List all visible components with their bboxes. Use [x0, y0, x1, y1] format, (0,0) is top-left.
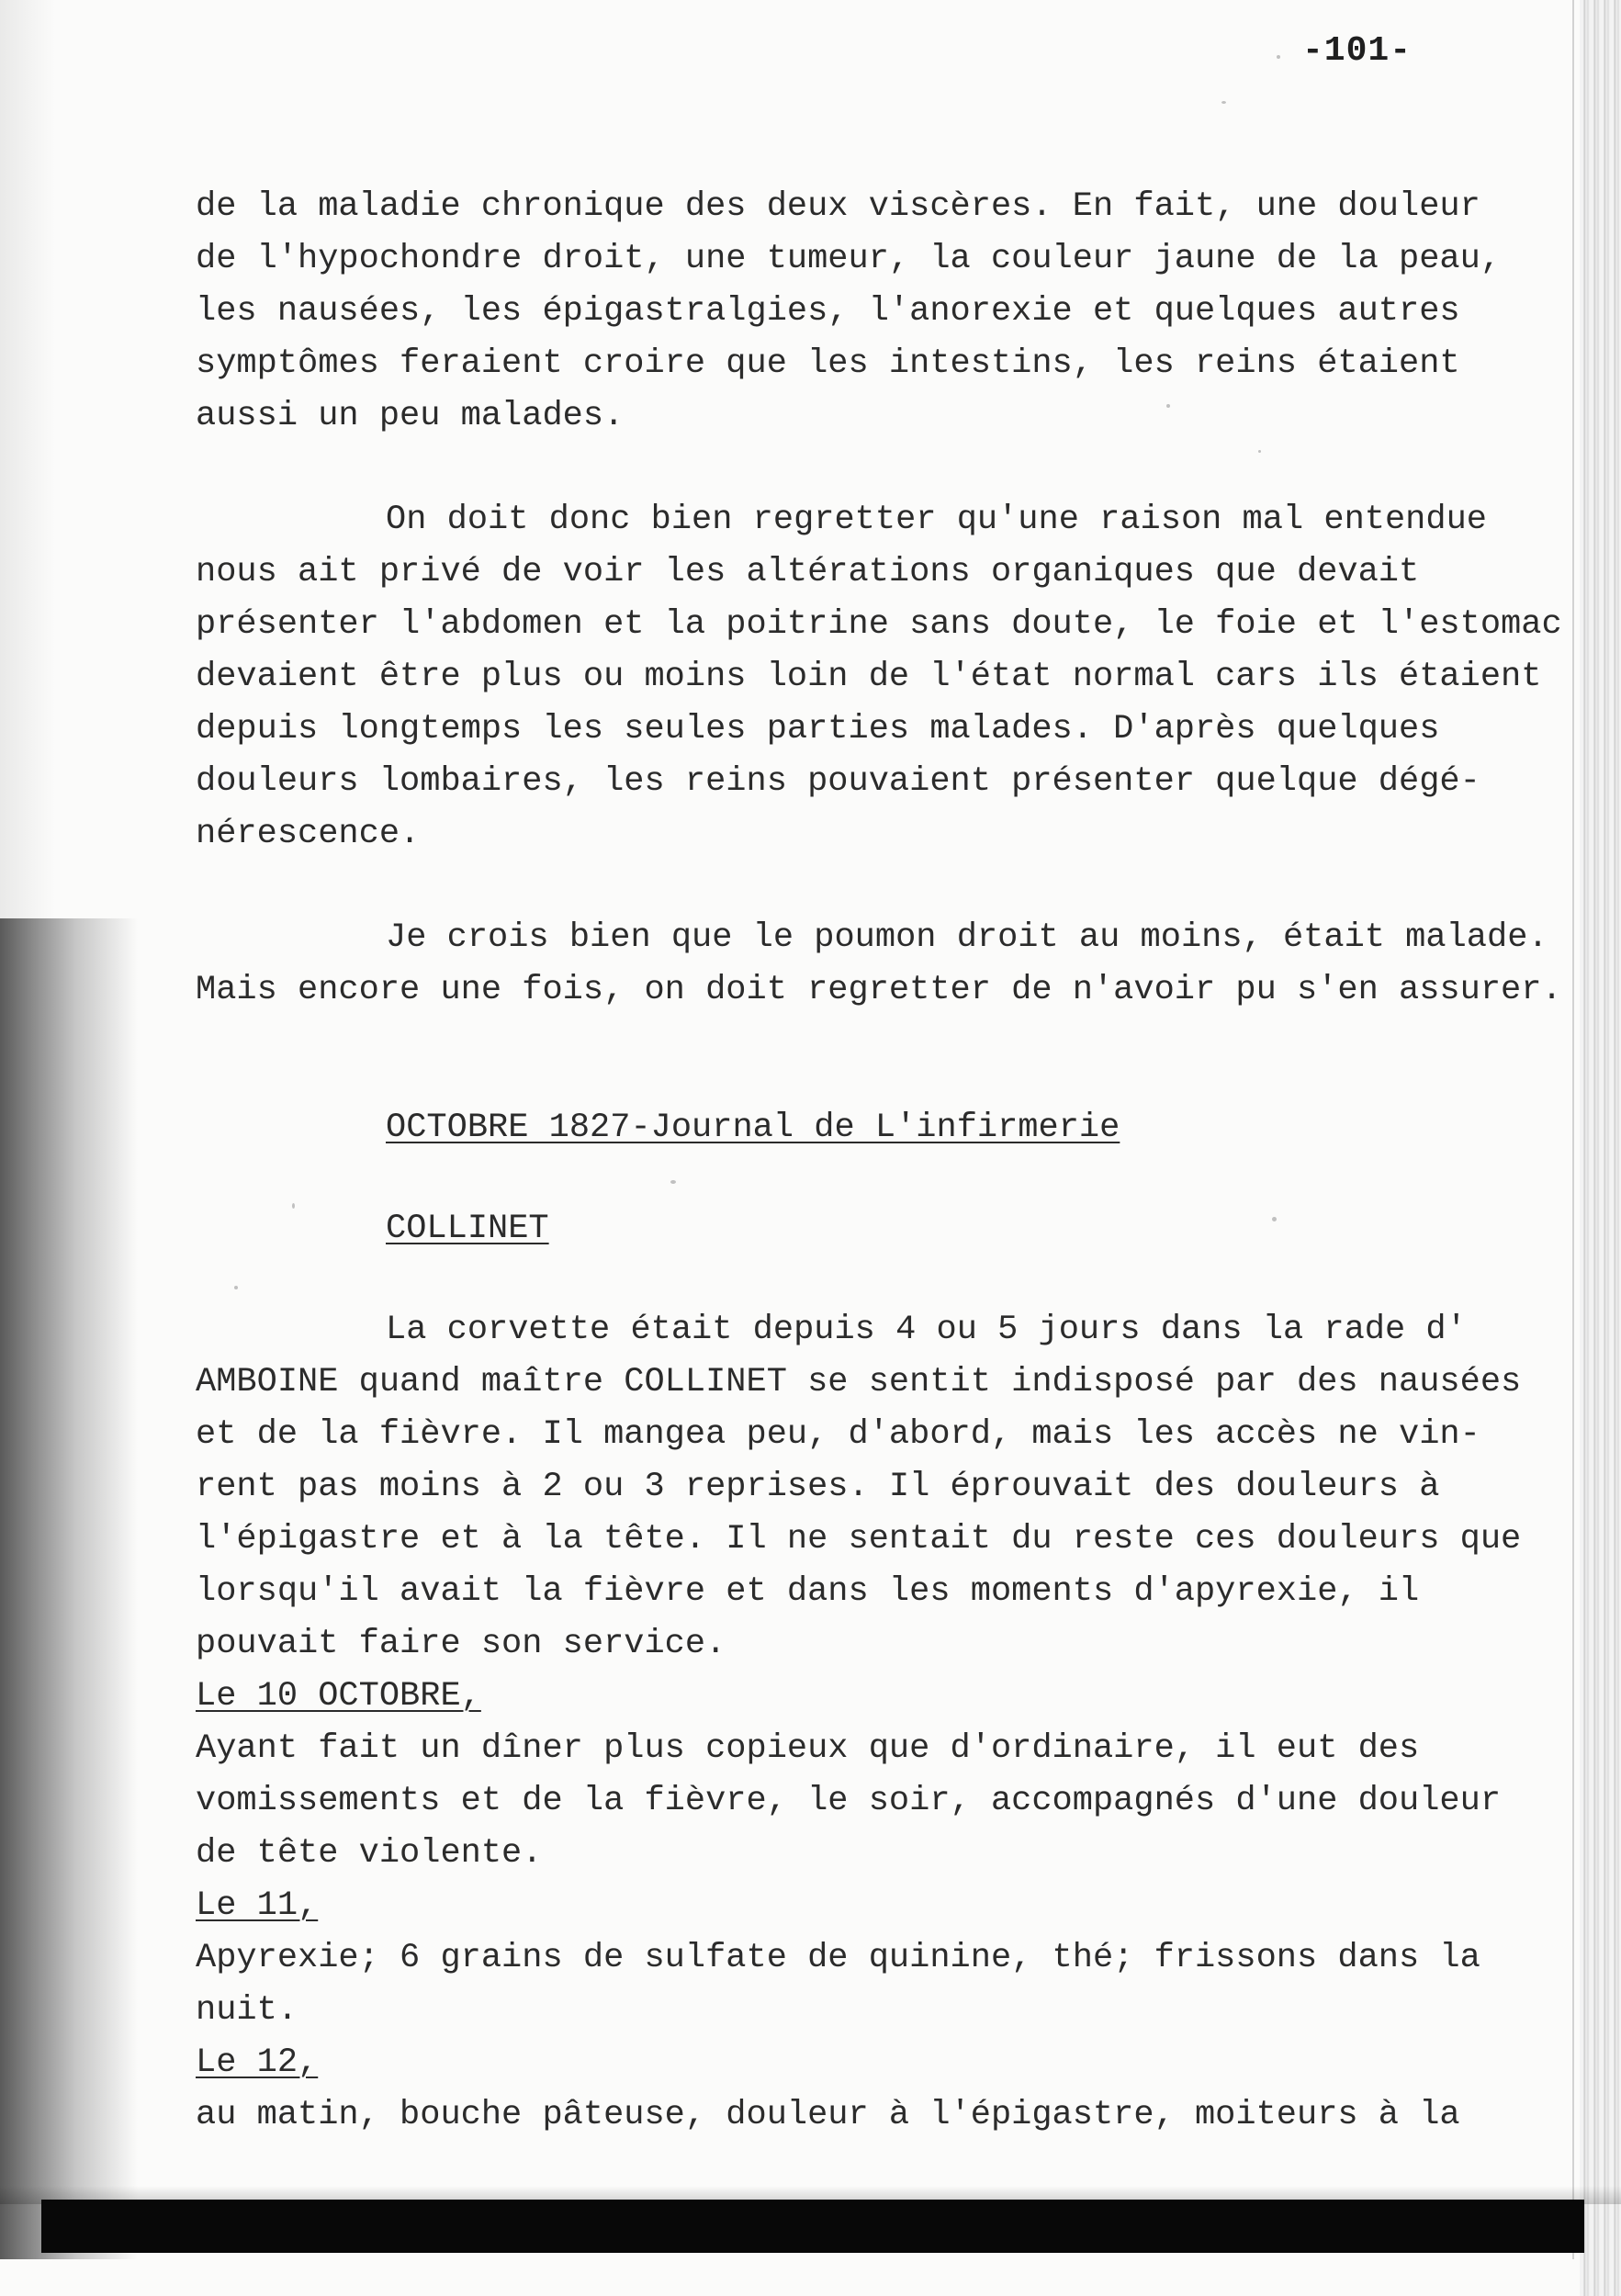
text-line: l'épigastre et à la tête. Il ne sentait du reste ces douleurs que	[196, 1520, 1522, 1559]
text-line: pouvait faire son service.	[196, 1625, 726, 1663]
text-line: Ayant fait un dîner plus copieux que d'ordinaire, il eut des	[196, 1729, 1420, 1768]
text-line: de l'hypochondre droit, une tumeur, la couleur jaune de la peau,	[196, 240, 1502, 278]
speck	[1258, 450, 1261, 453]
text-line: On doit donc bien regretter qu'une raison mal entendue	[386, 501, 1487, 539]
binding-edge	[1580, 0, 1621, 2296]
text-line: Je crois bien que le poumon droit au moins, était malade.	[386, 918, 1548, 957]
page-number: -101-	[1302, 31, 1413, 71]
text-line: rent pas moins à 2 ou 3 reprises. Il éprouvait des douleurs à	[196, 1468, 1440, 1506]
text-line: aussi un peu malades.	[196, 397, 625, 435]
text-line: devaient être plus ou moins loin de l'état normal cars ils étaient	[196, 658, 1542, 696]
speck	[1166, 404, 1170, 408]
speck	[670, 1180, 676, 1184]
speck	[1221, 101, 1226, 104]
text-line: Mais encore une fois, on doit regretter de n'avoir pu s'en assurer.	[196, 971, 1562, 1009]
scan-shadow-left-top	[0, 0, 55, 918]
text-line: présenter l'abdomen et la poitrine sans doute, le foie et l'estomac	[196, 605, 1562, 644]
text-line: depuis longtemps les seules parties malades. D'après quelques	[196, 710, 1440, 748]
speck	[1277, 55, 1280, 59]
text-line: nérescence.	[196, 815, 421, 853]
speck	[234, 1286, 238, 1289]
scan-shadow-left	[0, 918, 138, 2259]
text-line: La corvette était depuis 4 ou 5 jours dans la rade d'	[386, 1311, 1467, 1349]
entry-date: Le 12,	[196, 2043, 319, 2082]
text-line: de la maladie chronique des deux viscères. En fait, une douleur	[196, 187, 1480, 226]
text-line: symptômes feraient croire que les intestins, les reins étaient	[196, 344, 1460, 383]
text-line: AMBOINE quand maître COLLINET se sentit indisposé par des nausées	[196, 1363, 1522, 1401]
text-line: au matin, bouche pâteuse, douleur à l'épigastre, moiteurs à la	[196, 2096, 1460, 2134]
text-line: vomissements et de la fièvre, le soir, accompagnés d'une douleur	[196, 1782, 1502, 1820]
text-line: douleurs lombaires, les reins pouvaient présenter quelque dégé-	[196, 762, 1480, 801]
entry-date: Le 11,	[196, 1886, 319, 1925]
text-line: de tête violente.	[196, 1834, 543, 1873]
text-line: Apyrexie; 6 grains de sulfate de quinine, thé; frissons dans la	[196, 1939, 1480, 1977]
speck	[292, 1203, 295, 1209]
speck	[1272, 1217, 1277, 1221]
text-line: nous ait privé de voir les altérations organiques que devait	[196, 553, 1420, 591]
entry-date: Le 10 OCTOBRE,	[196, 1677, 481, 1716]
text-line: nuit.	[196, 1991, 298, 2030]
text-line: les nausées, les épigastralgies, l'anorexie et quelques autres	[196, 292, 1460, 331]
binding-line	[1572, 0, 1574, 2259]
section-heading: OCTOBRE 1827-Journal de L'infirmerie	[386, 1109, 1120, 1147]
scan-bottom-band	[41, 2200, 1584, 2253]
text-line: lorsqu'il avait la fièvre et dans les moments d'apyrexie, il	[196, 1572, 1420, 1611]
text-line: et de la fièvre. Il mangea peu, d'abord, mais les accès ne vin-	[196, 1415, 1480, 1454]
patient-name-heading: COLLINET	[386, 1210, 549, 1248]
